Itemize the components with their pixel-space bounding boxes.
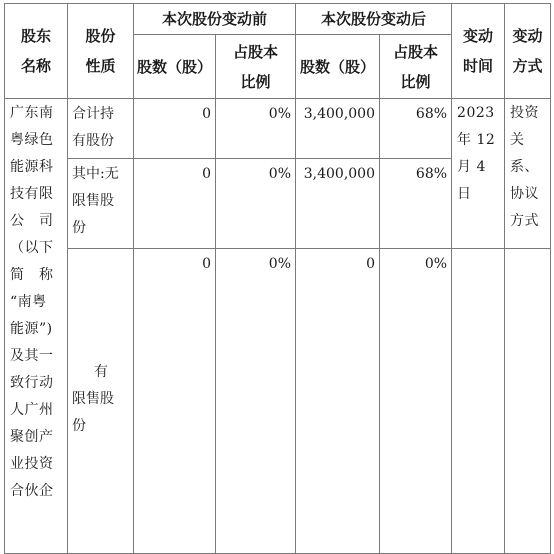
- header-before-change: 本次股份变动前: [134, 4, 296, 35]
- header-share-nature: 股份 性质: [68, 4, 134, 99]
- before-shares-restricted: 0: [134, 249, 216, 554]
- change-method-cell: 投资 关 系、 协议 方式: [505, 99, 551, 249]
- header-after-change: 本次股份变动后: [296, 4, 452, 35]
- change-time-empty-cell: [452, 249, 505, 554]
- header-change-method: 变动 方式: [505, 4, 551, 99]
- header-before-shares: 股数（股）: [134, 35, 216, 99]
- after-shares-unrestricted: 3,400,000: [296, 159, 380, 249]
- change-method-empty-cell: [505, 249, 551, 554]
- table-row: [5, 99, 551, 159]
- header-after-ratio: 占股本 比例: [380, 35, 452, 99]
- before-ratio-restricted: 0%: [216, 249, 296, 554]
- before-shares-total: 0: [134, 99, 216, 159]
- change-time-cell: 2023 年 12 月 4 日: [452, 99, 505, 249]
- table-row: [5, 249, 551, 554]
- before-ratio-unrestricted: 0%: [216, 159, 296, 249]
- after-shares-total: 3,400,000: [296, 99, 380, 159]
- header-change-time: 变动 时间: [452, 4, 505, 99]
- equity-change-table: [4, 3, 551, 554]
- header-shareholder-name: 股东 名称: [5, 4, 68, 99]
- before-shares-unrestricted: 0: [134, 159, 216, 249]
- share-nature-unrestricted: 其中:无 限售股 份: [68, 159, 134, 249]
- before-ratio-total: 0%: [216, 99, 296, 159]
- after-shares-restricted: 0: [296, 249, 380, 554]
- shareholder-name-cell: 广东南 粤绿色 能源科 技有限 公 司 （以下 简 称 “南粤 能源”) 及其一 致行动 人广州 聚创产 业投资 合伙企: [5, 99, 68, 554]
- share-nature-restricted: 有 限售股 份: [68, 249, 134, 554]
- header-after-shares: 股数（股）: [296, 35, 380, 99]
- share-nature-total: 合计持 有股份: [68, 99, 134, 159]
- header-before-ratio: 占股本 比例: [216, 35, 296, 99]
- after-ratio-unrestricted: 68%: [380, 159, 452, 249]
- after-ratio-total: 68%: [380, 99, 452, 159]
- after-ratio-restricted: 0%: [380, 249, 452, 554]
